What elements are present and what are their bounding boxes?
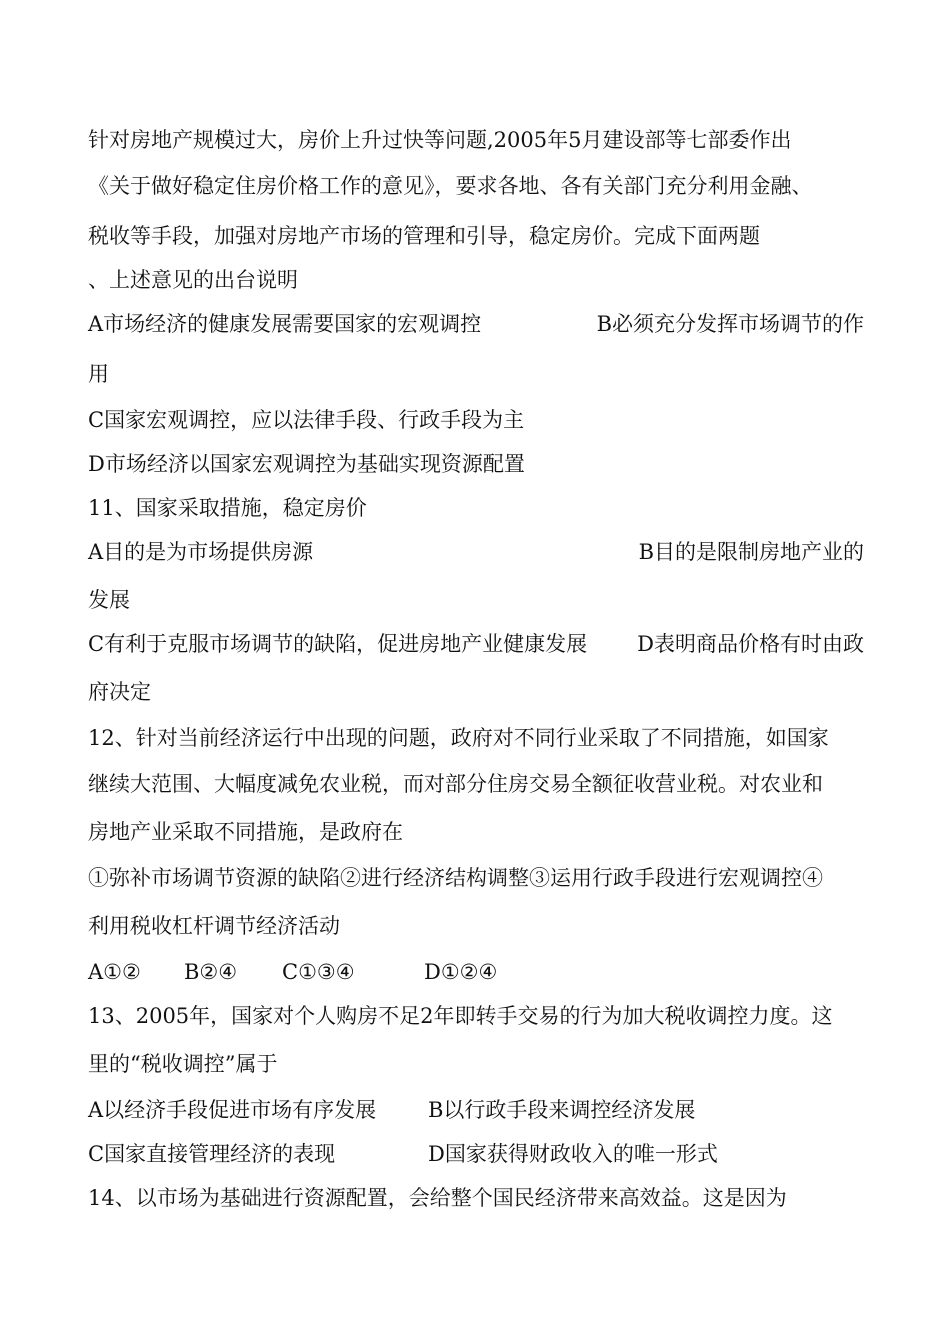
- intro-line-1: 针对房地产规模过大，房价上升过快等问题,2005年5月建设部等七部委作出: [88, 128, 792, 152]
- q11-options-ab: [88, 538, 864, 566]
- q13-stem-line-1: 13、2005年，国家对个人购房不足2年即转手交易的行为加大税收调控力度。这: [88, 1004, 833, 1028]
- q12-option-a: A①②: [88, 960, 141, 984]
- intro-line-3: 税收等手段，加强对房地产市场的管理和引导，稳定房价。完成下面两题: [88, 224, 760, 248]
- q12-stem-line-1: 12、针对当前经济运行中出现的问题，政府对不同行业采取了不同措施，如国家: [88, 726, 829, 750]
- q10-option-d: D市场经济以国家宏观调控为基础实现资源配置: [88, 452, 525, 476]
- q13-option-b: B以行政手段来调控经济发展: [428, 1098, 696, 1122]
- q12-option-c: C①③④: [282, 960, 355, 984]
- q10-option-b: B必须充分发挥市场调节的作: [596, 312, 864, 336]
- q12-stem-line-2: 继续大范围、大幅度减免农业税，而对部分住房交易全额征收营业税。对农业和: [88, 772, 823, 796]
- q10-option-c: C国家宏观调控，应以法律手段、行政手段为主: [88, 408, 525, 432]
- q10-option-a: A市场经济的健康发展需要国家的宏观调控: [88, 312, 482, 336]
- q13-options-ab: [88, 1096, 695, 1124]
- q12-items-line-1: ①弥补市场调节资源的缺陷②进行经济结构调整③运用行政手段进行宏观调控④: [88, 866, 823, 890]
- q10-stem: 、上述意见的出台说明: [88, 268, 298, 292]
- q11-option-b: B目的是限制房地产业的: [638, 540, 864, 564]
- q11-option-d-cont: 府决定: [88, 680, 151, 704]
- q13-option-a: A以经济手段促进市场有序发展: [88, 1098, 377, 1122]
- q12-options: [88, 958, 497, 986]
- q10-options-ab: [88, 310, 864, 338]
- q11-option-c: C有利于克服市场调节的缺陷，促进房地产业健康发展: [88, 632, 588, 656]
- q13-option-d: D国家获得财政收入的唯一形式: [428, 1142, 718, 1166]
- q13-option-c: C国家直接管理经济的表现: [88, 1142, 336, 1166]
- q12-option-b: B②④: [184, 960, 238, 984]
- q11-option-b-cont: 发展: [88, 588, 130, 612]
- q11-stem: 11、国家采取措施，稳定房价: [88, 496, 367, 520]
- q13-options-cd: [88, 1140, 718, 1168]
- q12-stem-line-3: 房地产业采取不同措施，是政府在: [88, 820, 403, 844]
- intro-line-2: 《关于做好稳定住房价格工作的意见》，要求各地、各有关部门充分利用金融、: [88, 174, 813, 198]
- q10-option-b-cont: 用: [88, 362, 109, 386]
- q13-stem-line-2: 里的“税收调控”属于: [88, 1052, 278, 1076]
- q11-option-d: D表明商品价格有时由政: [637, 632, 864, 656]
- q12-items-line-2: 利用税收杠杆调节经济活动: [88, 914, 340, 938]
- q14-stem: 14、以市场为基础进行资源配置，会给整个国民经济带来高效益。这是因为: [88, 1186, 787, 1210]
- q11-options-cd: [88, 630, 864, 658]
- q12-option-d: D①②④: [424, 960, 498, 984]
- q11-option-a: A目的是为市场提供房源: [88, 540, 314, 564]
